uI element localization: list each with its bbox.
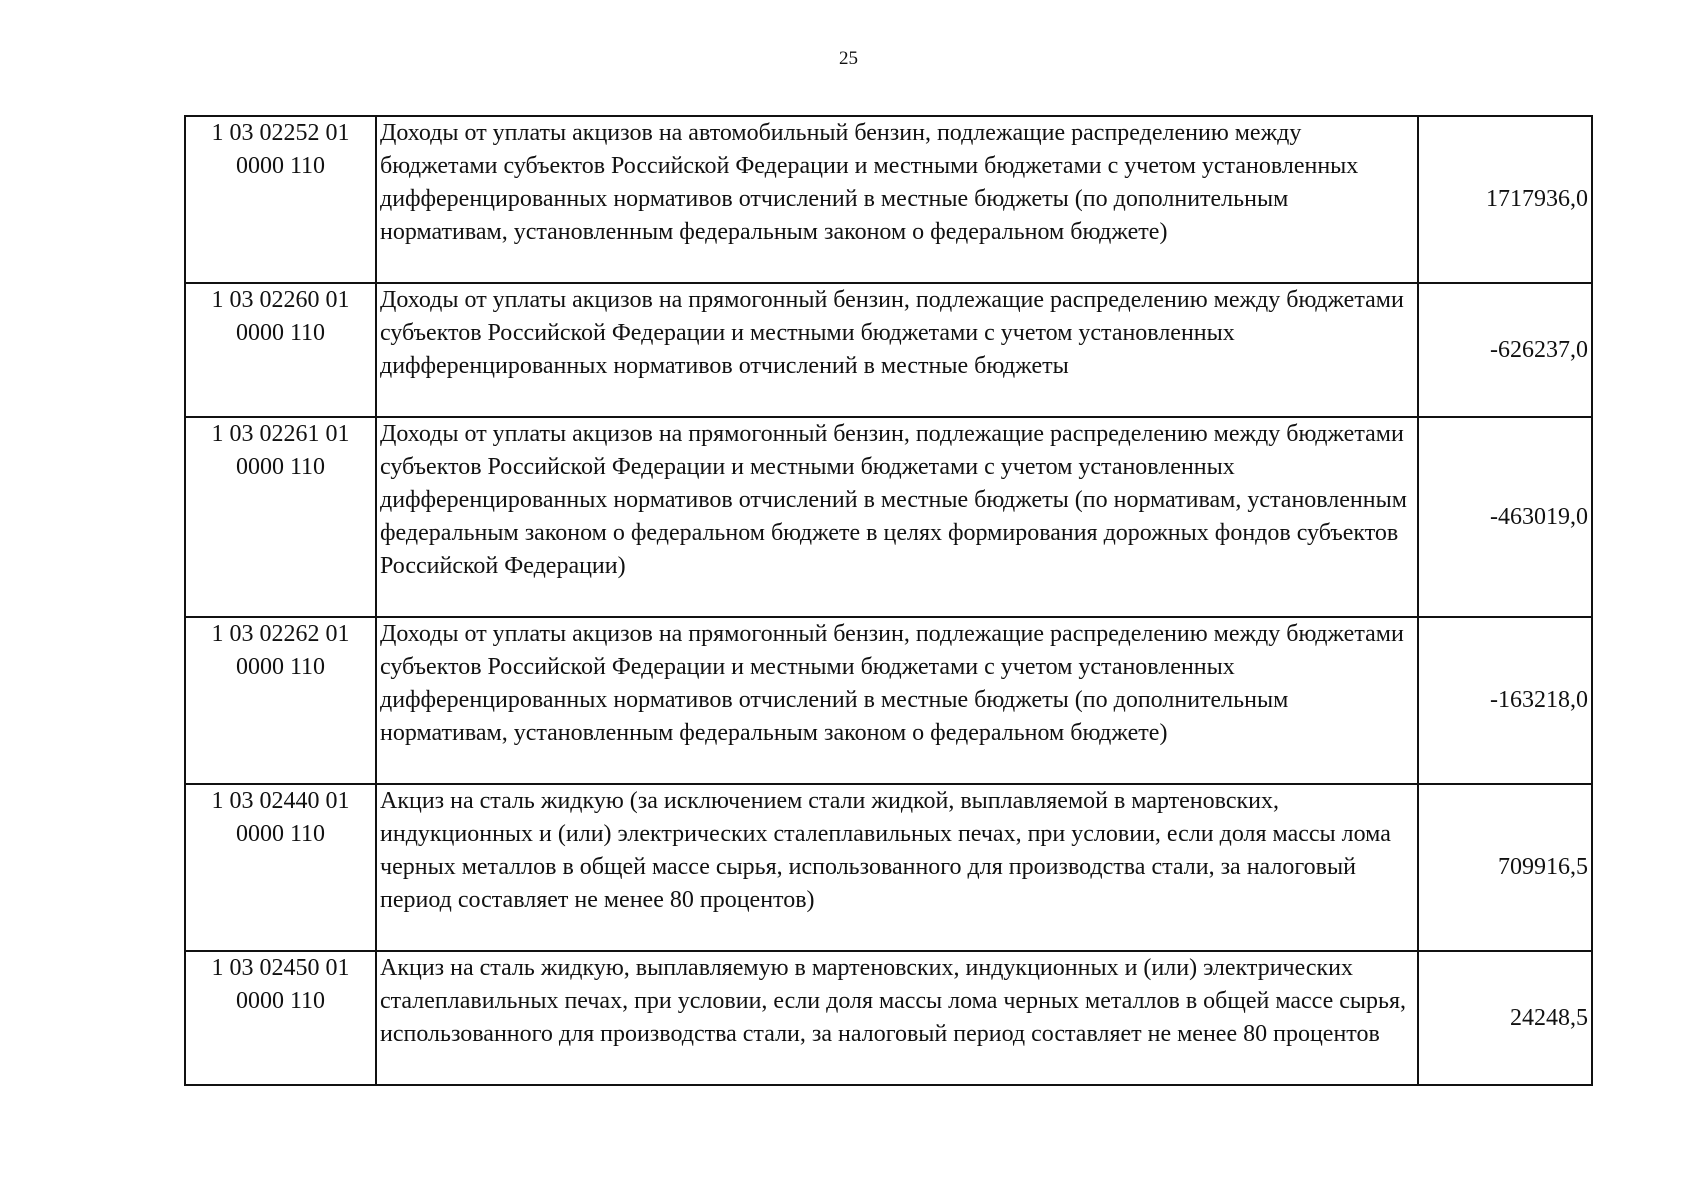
revenue-description: Доходы от уплаты акцизов на прямогонный бензин, подлежащие распределению между бюджетами субъектов Российской Федерации и местными бюджетами с учетом установленных дифференцированных нормативов отчислений в местные бюджеты (по нормативам, установленным федеральным законом о федеральном бюджете в целях формирования дорожных фондов субъектов Российской Федерации) bbox=[376, 417, 1418, 617]
code-line: 0000 110 bbox=[235, 454, 326, 480]
revenue-description: Доходы от уплаты акцизов на автомобильный бензин, подлежащие распределению между бюджетами субъектов Российской Федерации и местными бюджетами с учетом установленных дифференцированных нормативов отчислений в местные бюджеты (по дополнительным нормативам, установленным федеральным законом о федеральном бюджете) bbox=[376, 116, 1418, 283]
code-line: 0000 110 bbox=[235, 988, 326, 1014]
code-line: 0000 110 bbox=[235, 654, 326, 680]
table-row bbox=[185, 617, 1592, 784]
classification-code bbox=[185, 417, 376, 617]
code-line: 0000 110 bbox=[235, 821, 326, 847]
revenue-description: Доходы от уплаты акцизов на прямогонный бензин, подлежащие распределению между бюджетами субъектов Российской Федерации и местными бюджетами с учетом установленных дифференцированных нормативов отчислений в местные бюджеты bbox=[376, 283, 1418, 417]
revenue-amount: 24248,5 bbox=[1418, 951, 1592, 1085]
classification-code bbox=[185, 283, 376, 417]
revenue-description: Доходы от уплаты акцизов на прямогонный бензин, подлежащие распределению между бюджетами субъектов Российской Федерации и местными бюджетами с учетом установленных дифференцированных нормативов отчислений в местные бюджеты (по дополнительным нормативам, установленным федеральным законом о федеральном бюджете) bbox=[376, 617, 1418, 784]
code-line: 1 03 02261 01 bbox=[211, 421, 350, 447]
code-line: 1 03 02262 01 bbox=[211, 621, 350, 647]
revenue-description: Акциз на сталь жидкую (за исключением стали жидкой, выплавляемой в мартеновских, индукционных и (или) электрических сталеплавильных печах, при условии, если доля массы лома черных металлов в общей массе сырья, использованного для производства стали, за налоговый период составляет не менее 80 процентов) bbox=[376, 784, 1418, 951]
code-line: 1 03 02450 01 bbox=[211, 955, 350, 981]
code-line: 0000 110 bbox=[235, 153, 326, 179]
code-line: 1 03 02252 01 bbox=[211, 120, 350, 146]
classification-code bbox=[185, 617, 376, 784]
revenue-amount: -163218,0 bbox=[1418, 617, 1592, 784]
code-line: 1 03 02260 01 bbox=[211, 287, 350, 313]
classification-code bbox=[185, 951, 376, 1085]
code-line: 1 03 02440 01 bbox=[211, 788, 350, 814]
revenue-amount: 1717936,0 bbox=[1418, 116, 1592, 283]
classification-code bbox=[185, 784, 376, 951]
budget-revenue-table bbox=[184, 115, 1593, 1086]
table-row bbox=[185, 784, 1592, 951]
revenue-amount: -626237,0 bbox=[1418, 283, 1592, 417]
revenue-amount: -463019,0 bbox=[1418, 417, 1592, 617]
revenue-description: Акциз на сталь жидкую, выплавляемую в мартеновских, индукционных и (или) электрических сталеплавильных печах, при условии, если доля массы лома черных металлов в общей массе сырья, использованного для производства стали, за налоговый период составляет не менее 80 процентов bbox=[376, 951, 1418, 1085]
code-line: 0000 110 bbox=[235, 320, 326, 346]
table-row bbox=[185, 116, 1592, 283]
table-row bbox=[185, 417, 1592, 617]
table-row bbox=[185, 283, 1592, 417]
table-row bbox=[185, 951, 1592, 1085]
classification-code bbox=[185, 116, 376, 283]
page-number: 25 bbox=[839, 48, 858, 69]
revenue-amount: 709916,5 bbox=[1418, 784, 1592, 951]
